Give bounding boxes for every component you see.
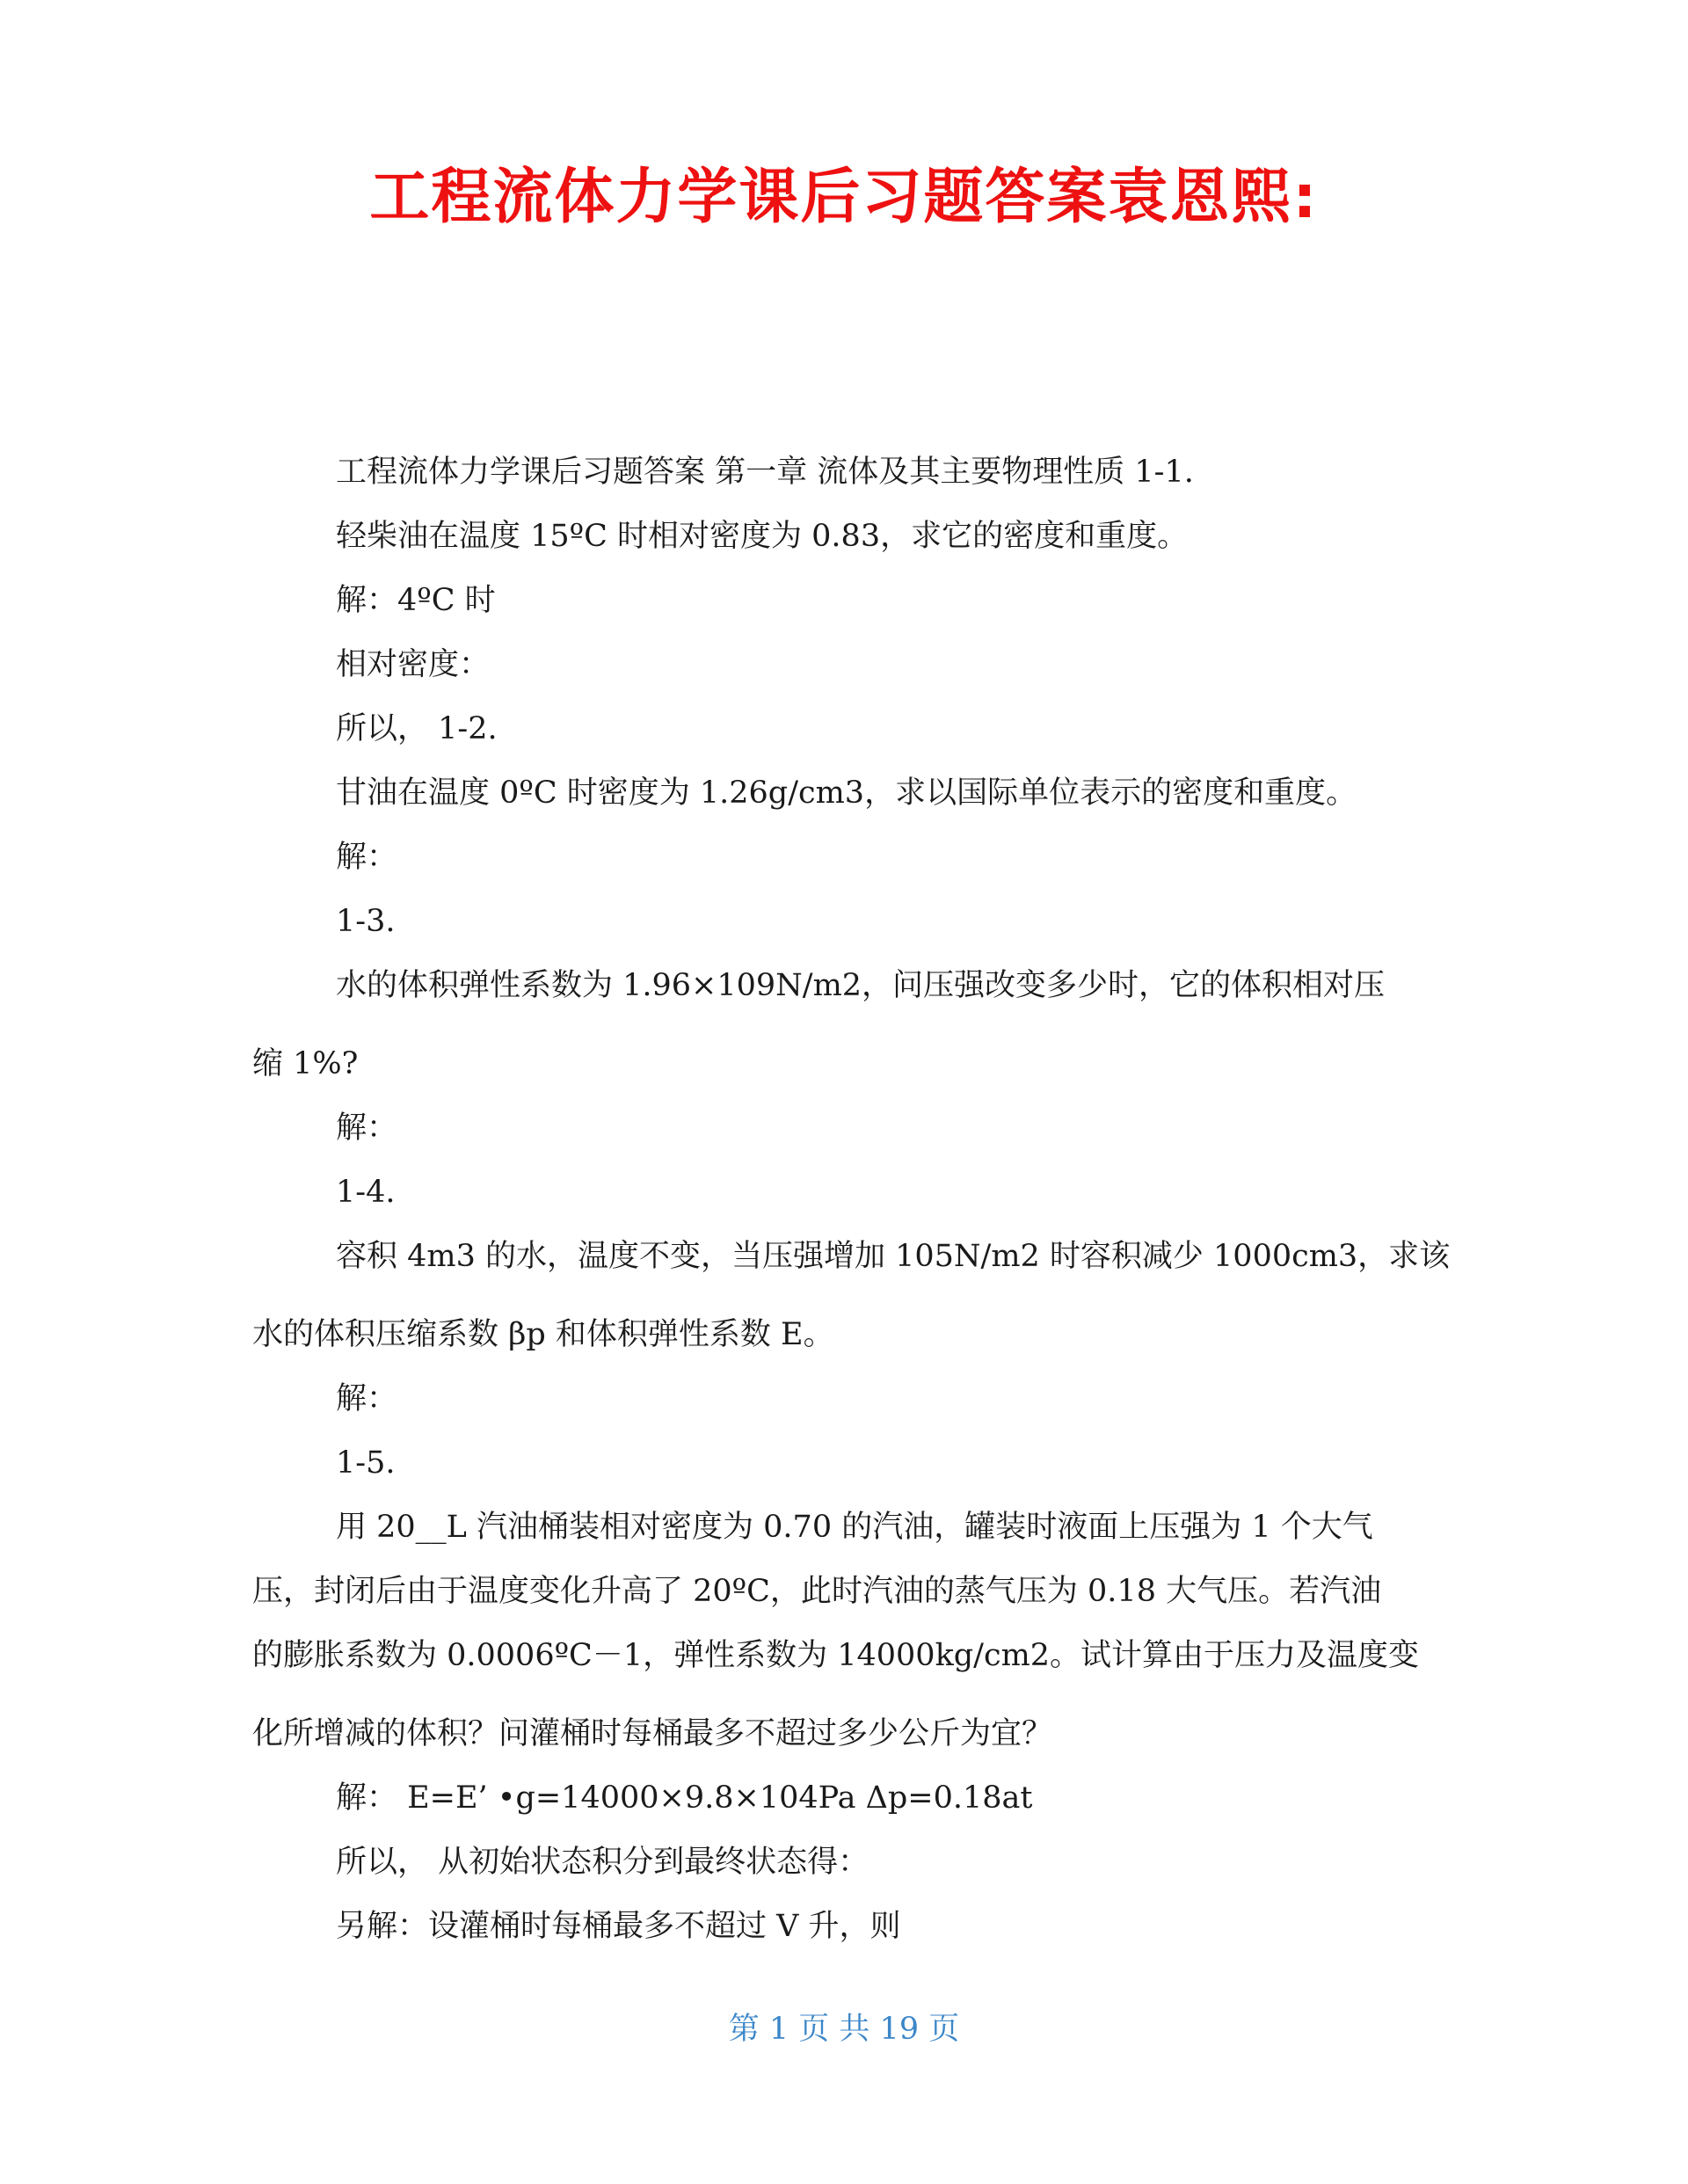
text-line: 解：	[336, 1381, 398, 1416]
text-line: 相对密度：	[336, 647, 491, 682]
text-line: 解：4ºC 时	[336, 583, 496, 618]
text-line: 1-5.	[336, 1445, 396, 1481]
text-line: 用 20__L 汽油桶装相对密度为 0.70 的汽油，罐装时液面上压强为 1 个大气	[336, 1510, 1373, 1545]
text-line: 压，封闭后由于温度变化升高了 20ºC，此时汽油的蒸气压为 0.18 大气压。若汽油	[252, 1574, 1382, 1609]
text-line: 所以， 1-2.	[336, 711, 498, 746]
text-line: 容积 4m3 的水，温度不变，当压强增加 105N/m2 时容积减少 1000cm3，求该	[336, 1239, 1451, 1274]
text-line: 所以， 从初始状态积分到最终状态得：	[336, 1845, 869, 1880]
text-line: 另解：设灌桶时每桶最多不超过 V 升，则	[336, 1909, 901, 1944]
text-line: 1-3.	[336, 904, 396, 939]
text-line: 1-4.	[336, 1175, 396, 1210]
text-line: 缩 1%?	[252, 1046, 359, 1081]
text-line: 解： E=E’ •g=14000×9.8×104Pa Δp=0.18at	[336, 1780, 1033, 1816]
page-number-footer: 第 1 页 共 19 页	[728, 2012, 960, 2047]
text-line: 甘油在温度 0ºC 时密度为 1.26g/cm3，求以国际单位表示的密度和重度。	[336, 775, 1357, 811]
document-title: 工程流体力学课后习题答案袁恩熙:	[369, 163, 1319, 232]
text-line: 工程流体力学课后习题答案 第一章 流体及其主要物理性质 1-1.	[336, 455, 1194, 490]
text-line: 化所增减的体积？问灌桶时每桶最多不超过多少公斤为宜？	[252, 1716, 1053, 1751]
text-line: 的膨胀系数为 0.0006ºC－1，弹性系数为 14000kg/cm2。试计算由于压力及温度变	[252, 1638, 1420, 1673]
text-line: 解：	[336, 1110, 398, 1146]
text-line: 水的体积压缩系数 βp 和体积弹性系数 E。	[252, 1317, 834, 1352]
text-line: 轻柴油在温度 15ºC 时相对密度为 0.83，求它的密度和重度。	[336, 519, 1189, 554]
text-line: 解：	[336, 840, 398, 875]
text-line: 水的体积弹性系数为 1.96×109N/m2，问压强改变多少时，它的体积相对压	[336, 968, 1386, 1003]
